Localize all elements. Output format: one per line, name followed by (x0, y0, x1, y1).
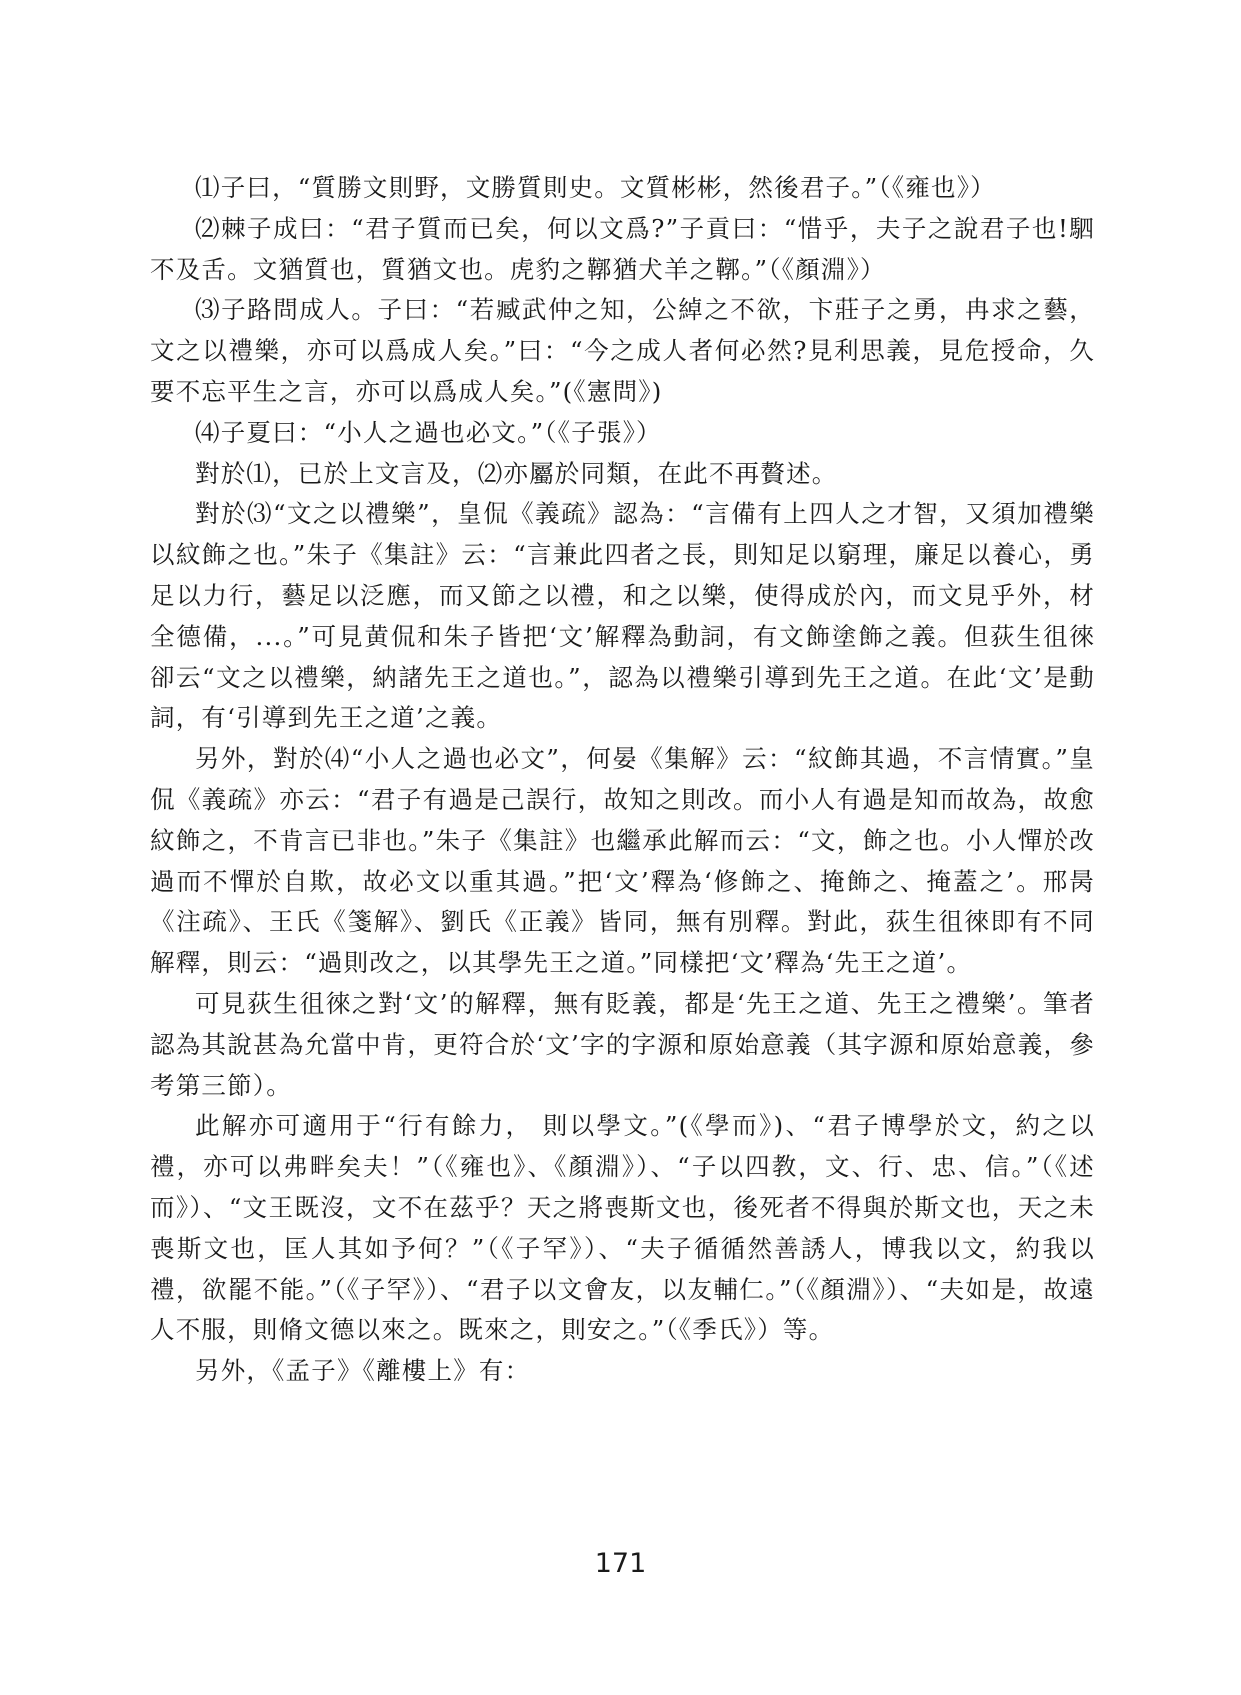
paragraph-discussion-4: 另外，對於⑷“小人之過也必文”，何晏《集解》云：“紋飾其過，不言情實。”皇侃《義疏》亦云：“君子有過是己誤行，故知之則改。而小人有過是知而故為，故愈紋飾之，不肯言已非也。”朱子《集註》也繼承此解而云：“文，飾之也。小人憚於改過而不憚於自欺，故必文以重其過。”把‘文’釋為‘修飾之、掩飾之、掩蓋之’。邢昺《注疏》、王氏《箋解》、劉氏《正義》皆同，無有別釋。對此，荻生徂徠即有不同解釋，則云：“過則改之，以其學先王之道。”同樣把‘文’釋為‘先王之道’。 (150, 744, 1095, 978)
paragraph-note-1-2: 對於⑴，已於上文言及，⑵亦屬於同類，在此不再贅述。 (195, 458, 838, 488)
quote-4-zizhang: ⑷子夏曰：“小人之過也必文。”（《子張》） (195, 417, 662, 447)
quote-1-yongye: ⑴子曰，“質勝文則野，文勝質則史。文質彬彬，然後君子。”（《雍也》） (195, 173, 996, 202)
quote-2-yanyuan: ⑵棘子成曰：“君子質而已矣，何以文爲?”子貢曰：“惜乎，夫子之說君子也!駟不及舌。文猶質也，質猶文也。虎豹之鞹猶犬羊之鞹。”（《顏淵》） (150, 213, 1095, 284)
body-text (150, 168, 1095, 1392)
page-number: 171 (594, 1548, 647, 1579)
paragraph-discussion-3: 對於⑶“文之以禮樂”，皇侃《義疏》認為：“言備有上四人之才智，又須加禮樂以紋飾之也。”朱子《集註》云：“言兼此四者之長，則知足以窮理，廉足以養心，勇足以力行，藝足以泛應，而又節之以禮，和之以樂，使得成於內，而文見乎外，材全德備，...。”可見黄侃和朱子皆把‘文’解釋為動詞，有文飾塗飾之義。但荻生徂徠卻云“文之以禮樂，納諸先王之道也。”，認為以禮樂引導到先王之道。在此‘文’是動詞，有‘引導到先王之道’之義。 (150, 499, 1095, 733)
paragraph-application: 此解亦可適用于“行有餘力， 則以學文。”(《學而》)、“君子博學於文，約之以禮，亦可以弗畔矣夫！”（《雍也》、《顏淵》）、“子以四教，文、行、忠、信。”（《述而》）、“文王既沒，文不在茲乎？天之將喪斯文也，後死者不得與於斯文也，天之未喪斯文也，匡人其如予何？”（《子罕》）、“夫子循循然善誘人，博我以文，約我以禮，欲罷不能。”（《子罕》）、“君子以文會友，以友輔仁。”（《顏淵》）、“夫如是，故遠人不服，則脩文德以來之。既來之，則安之。”（《季氏》）等。 (150, 1111, 1095, 1345)
quote-3-xianwen: ⑶子路問成人。子曰：“若臧武仲之知，公綽之不欲，卞莊子之勇，冉求之藝，文之以禮樂，亦可以爲成人矣。”曰：“今之成人者何必然?見利思義，見危授命，久要不忘平生之言，亦可以爲成人矣。”(《憲問》) (150, 295, 1095, 406)
paragraph-conclusion: 可見荻生徂徠之對‘文’的解釋，無有貶義，都是‘先王之道、先王之禮樂’。筆者認為其說甚為允當中肯，更符合於‘文’字的字源和原始意義（其字源和原始意義，參考第三節）。 (150, 988, 1095, 1100)
paragraph-mencius-intro: 另外，《孟子》《離樓上》有： (195, 1356, 531, 1386)
